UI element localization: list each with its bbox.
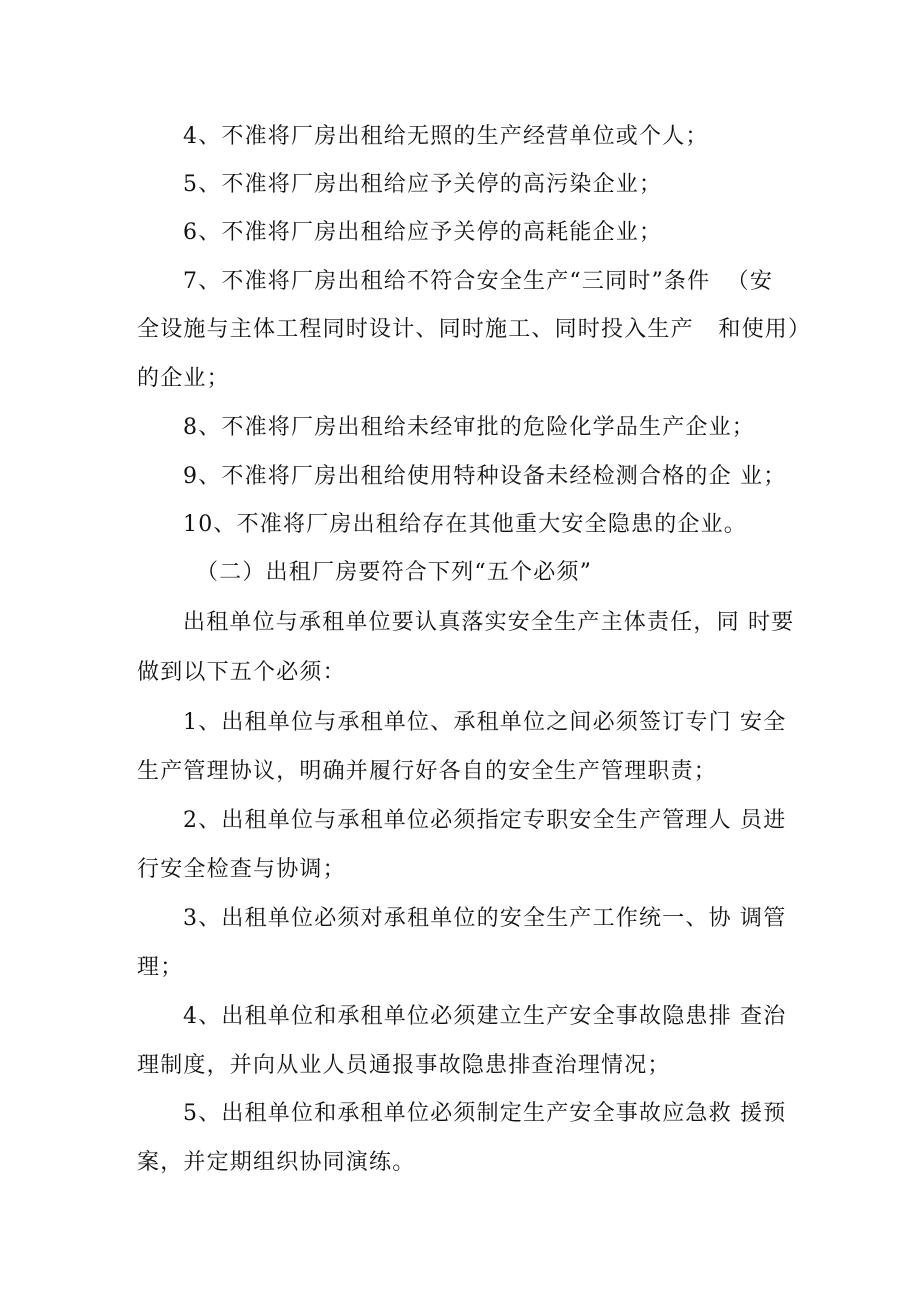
- text-line: 5、不准将厂房出租给应予关停的高污染企业；: [183, 172, 663, 197]
- text-line: 理；: [137, 955, 184, 980]
- text-line: 4、不准将厂房出租给无照的生产经营单位或个人；: [183, 124, 709, 149]
- text-line: 案，并定期组织协同演练。: [137, 1150, 416, 1175]
- text-line: 2、出租单位与承租单位必须指定专职安全生产管理人 员进: [183, 808, 787, 833]
- text-line: 7、不准将厂房出租给不符合安全生产“三同时”条件 （安: [183, 269, 774, 294]
- text-line: 的企业；: [137, 366, 230, 391]
- text-line: 理制度，并向从业人员通报事故隐患排查治理情况；: [137, 1053, 671, 1078]
- text-line: 生产管理协议，明确并履行好各自的安全生产管理职责；: [137, 759, 718, 784]
- text-line: 做到以下五个必须：: [137, 660, 346, 685]
- text-line: 8、不准将厂房出租给未经审批的危险化学品生产企业；: [183, 415, 755, 440]
- text-line: 3、出租单位必须对承租单位的安全生产工作统一、协 调管: [183, 906, 787, 931]
- text-line: 9、不准将厂房出租给使用特种设备未经检测合格的企 业；: [183, 464, 787, 489]
- text-line: 5、出租单位和承租单位必须制定生产安全事故应急救 援预: [183, 1101, 787, 1126]
- text-line: 行安全检查与协调；: [137, 857, 346, 882]
- text-line: 10、不准将厂房出租给存在其他重大安全隐患的企业。: [183, 512, 747, 537]
- text-line: 出租单位与承租单位要认真落实安全生产主体责任，同 时要: [183, 610, 795, 635]
- text-line: 6、不准将厂房出租给应予关停的高耗能企业；: [183, 220, 663, 245]
- text-line: 4、出租单位和承租单位必须建立生产安全事故隐患排 查治: [183, 1004, 787, 1029]
- text-line: 全设施与主体工程同时设计、同时施工、同时投入生产 和使用）: [137, 317, 812, 342]
- text-line: 1、出租单位与承租单位、承租单位之间必须签订专门 安全: [183, 710, 787, 735]
- section-heading: （二）出租厂房要符合下列“五个必须”: [196, 560, 593, 585]
